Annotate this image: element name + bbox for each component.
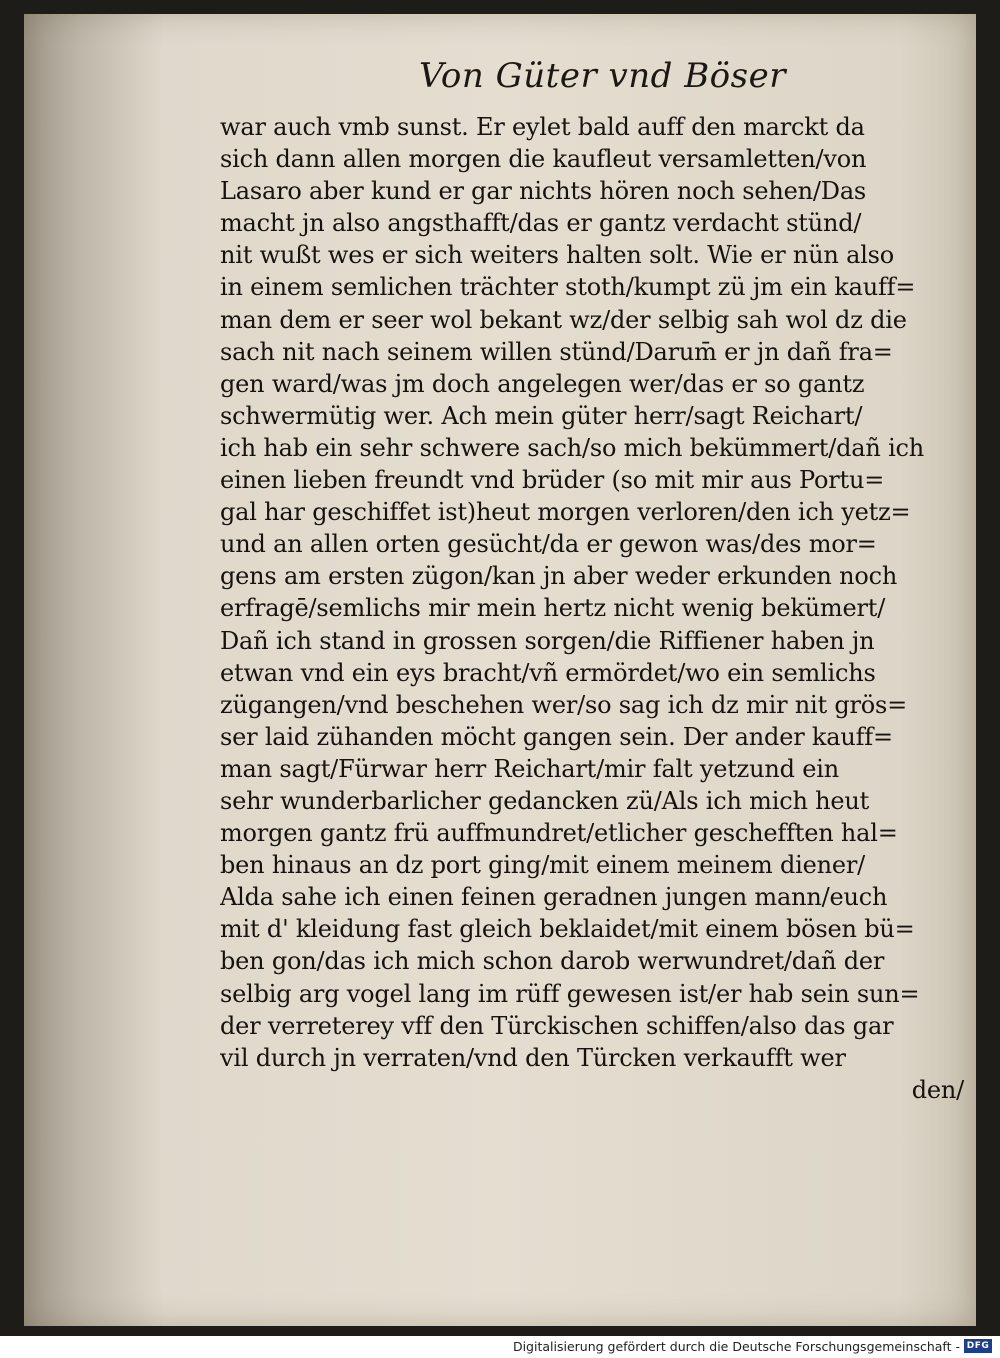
text-line: ben gon/das ich mich schon darob werwundret/dañ der	[220, 947, 885, 976]
funding-credit: Digitalisierung gefördert durch die Deutsche Forschungsgemeinschaft -	[512, 1339, 960, 1354]
text-line: nit wußt wes er sich weiters halten solt. Wie er nün also	[220, 241, 895, 270]
text-line: sehr wunderbarlicher gedancken zü/Als ich mich heut	[220, 786, 870, 815]
text-line: gal har geschiffet ist)heut morgen verloren/den ich yetz=	[220, 498, 911, 527]
text-line: zügangen/vnd beschehen wer/so sag ich dz mir nit grös=	[220, 690, 908, 719]
text-line: ich hab ein sehr schwere sach/so mich bekümmert/dañ ich	[220, 433, 925, 462]
text-line: sach nit nach seinem willen stünd/Darum̄ er jn dañ fra=	[220, 337, 893, 366]
text-line: ben hinaus an dz port ging/mit einem meinem diener/	[220, 851, 866, 880]
gutter-shadow	[24, 14, 164, 1326]
text-line: und an allen orten gesücht/da er gewon was/des mor=	[220, 530, 877, 559]
text-line: war auch vmb sunst. Er eylet bald auff den marckt da	[220, 113, 865, 141]
text-line: morgen gantz frü auffmundret/etlicher geschefften hal=	[220, 819, 898, 848]
text-line: erfragē/semlichs mir mein hertz nicht wenig bekümert/	[220, 594, 886, 623]
text-line: der verreterey vff den Türckischen schiffen/also das gar	[220, 1011, 894, 1040]
text-block	[220, 111, 970, 1106]
text-line: selbig arg vogel lang im rüff gewesen ist/er hab sein sun=	[220, 979, 920, 1008]
text-line: macht jn also angsthafft/das er gantz verdacht stünd/	[220, 209, 862, 238]
book-page	[24, 14, 976, 1326]
text-line: man dem er seer wol bekant wz/der selbig sah wol dz die	[220, 305, 907, 334]
text-line: einen lieben freundt vnd brüder (so mit mir aus Portu=	[220, 466, 885, 495]
text-line: Dañ ich stand in grossen sorgen/die Riffiener haben jn	[220, 626, 875, 655]
text-line: mit d' kleidung fast gleich beklaidet/mit einem bösen bü=	[220, 915, 915, 944]
text-line: schwermütig wer. Ach mein güter herr/sagt Reichart/	[220, 401, 863, 430]
text-line: Lasaro aber kund er gar nichts hören noch sehen/Das	[220, 177, 867, 206]
text-line: sich dann allen morgen die kaufleut versamletten/von	[220, 145, 867, 174]
text-line: etwan vnd ein eys bracht/vñ ermördet/wo ein semlichs	[220, 658, 876, 687]
footer-bar	[0, 1336, 1000, 1358]
text-line: vil durch jn verraten/vnd den Türcken verkaufft wer	[220, 1043, 846, 1072]
text-line: man sagt/Fürwar herr Reichart/mir falt yetzund ein	[220, 754, 839, 783]
catchword: den/	[911, 1075, 964, 1104]
text-line: Alda sahe ich einen feinen geradnen jungen mann/euch	[220, 883, 888, 912]
text-line: ser laid zühanden möcht gangen sein. Der ander kauff=	[220, 722, 893, 751]
text-line: gen ward/was jm doch angelegen wer/das er so gantz	[220, 369, 865, 398]
text-line: in einem semlichen trächter stoth/kumpt zü jm ein kauff=	[220, 273, 916, 302]
running-head: Von Güter vnd Böser	[419, 56, 786, 96]
dfg-logo-icon: DFG	[964, 1339, 992, 1353]
text-line: gens am ersten zügon/kan jn aber weder erkunden noch	[220, 562, 898, 591]
